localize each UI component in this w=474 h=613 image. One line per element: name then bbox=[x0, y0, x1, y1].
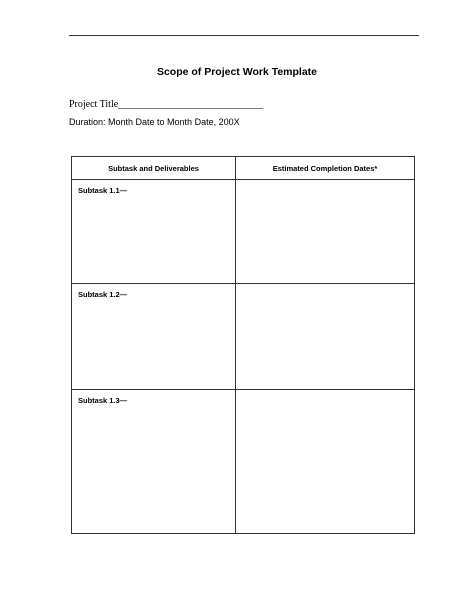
document-title: Scope of Project Work Template bbox=[156, 66, 318, 78]
table-header-row bbox=[72, 157, 415, 180]
header-subtask-deliverables: Subtask and Deliverables bbox=[72, 157, 236, 180]
scope-table bbox=[71, 156, 415, 534]
subtask-cell[interactable] bbox=[72, 390, 236, 534]
subtask-cell[interactable] bbox=[72, 284, 236, 390]
subtask-label: Subtask 1.2— bbox=[78, 290, 128, 299]
completion-date-cell[interactable] bbox=[236, 390, 415, 534]
header-estimated-completion: Estimated Completion Dates* bbox=[236, 157, 415, 180]
completion-date-cell[interactable] bbox=[236, 180, 415, 284]
subtask-label: Subtask 1.3— bbox=[78, 396, 128, 405]
table-row bbox=[72, 284, 415, 390]
top-divider bbox=[69, 35, 419, 36]
subtask-cell[interactable] bbox=[72, 180, 236, 284]
completion-date-cell[interactable] bbox=[236, 284, 415, 390]
table-row bbox=[72, 390, 415, 534]
duration-line: Duration: Month Date to Month Date, 200X bbox=[69, 117, 240, 127]
subtask-label: Subtask 1.1— bbox=[78, 186, 128, 195]
table-row bbox=[72, 180, 415, 284]
project-title-line: Project Title_____________________________ bbox=[69, 99, 264, 110]
